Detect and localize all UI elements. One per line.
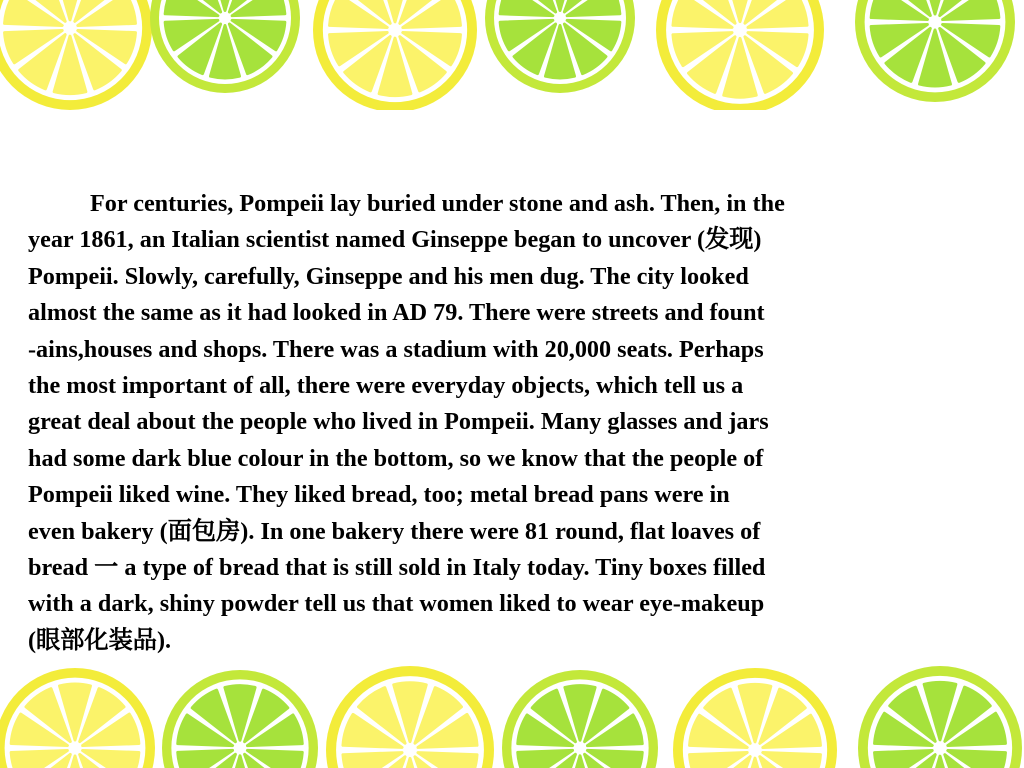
lime-slice-icon <box>162 670 318 768</box>
lime-slice-icon <box>855 0 1015 102</box>
passage-line: (眼部化装品). <box>28 626 172 654</box>
passage-line: Pompeii. Slowly, carefully, Ginseppe and his men dug. The city looked <box>28 262 749 290</box>
lemon-slice-icon <box>673 668 837 768</box>
passage-line: even bakery (面包房). In one bakery there were 81 round, flat loaves of <box>28 517 761 545</box>
passage-text <box>28 186 993 659</box>
passage-line: had some dark blue colour in the bottom, so we know that the people of <box>28 444 764 472</box>
passage-line: Pompeii liked wine. They liked bread, too; metal bread pans were in <box>28 481 730 509</box>
lemon-slice-icon <box>656 0 824 110</box>
passage-line: almost the same as it had looked in AD 79. There were streets and fount <box>28 299 765 327</box>
passage-line: For centuries, Pompeii lay buried under stone and ash. Then, in the <box>90 190 785 217</box>
lemon-slice-icon <box>313 0 477 110</box>
bottom-citrus-border <box>0 658 1024 768</box>
passage-line: -ains,houses and shops. There was a stadium with 20,000 seats. Perhaps <box>28 335 764 363</box>
passage-line: the most important of all, there were everyday objects, which tell us a <box>28 372 744 400</box>
passage-line: bread 一 a type of bread that is still sold in Italy today. Tiny boxes filled <box>28 554 766 582</box>
passage-line: great deal about the people who lived in Pompeii. Many glasses and jars <box>28 408 769 436</box>
lime-slice-icon <box>150 0 300 93</box>
passage-line: year 1861, an Italian scientist named Ginseppe began to uncover (发现) <box>28 226 762 254</box>
top-citrus-border <box>0 0 1024 110</box>
passage-line: with a dark, shiny powder tell us that women liked to wear eye-makeup <box>28 590 765 618</box>
lime-slice-icon <box>485 0 635 93</box>
lemon-slice-icon <box>0 0 152 110</box>
lemon-slice-icon <box>0 668 155 768</box>
lime-slice-icon <box>858 666 1022 768</box>
lime-slice-icon <box>502 670 658 768</box>
lemon-slice-icon <box>326 666 494 768</box>
